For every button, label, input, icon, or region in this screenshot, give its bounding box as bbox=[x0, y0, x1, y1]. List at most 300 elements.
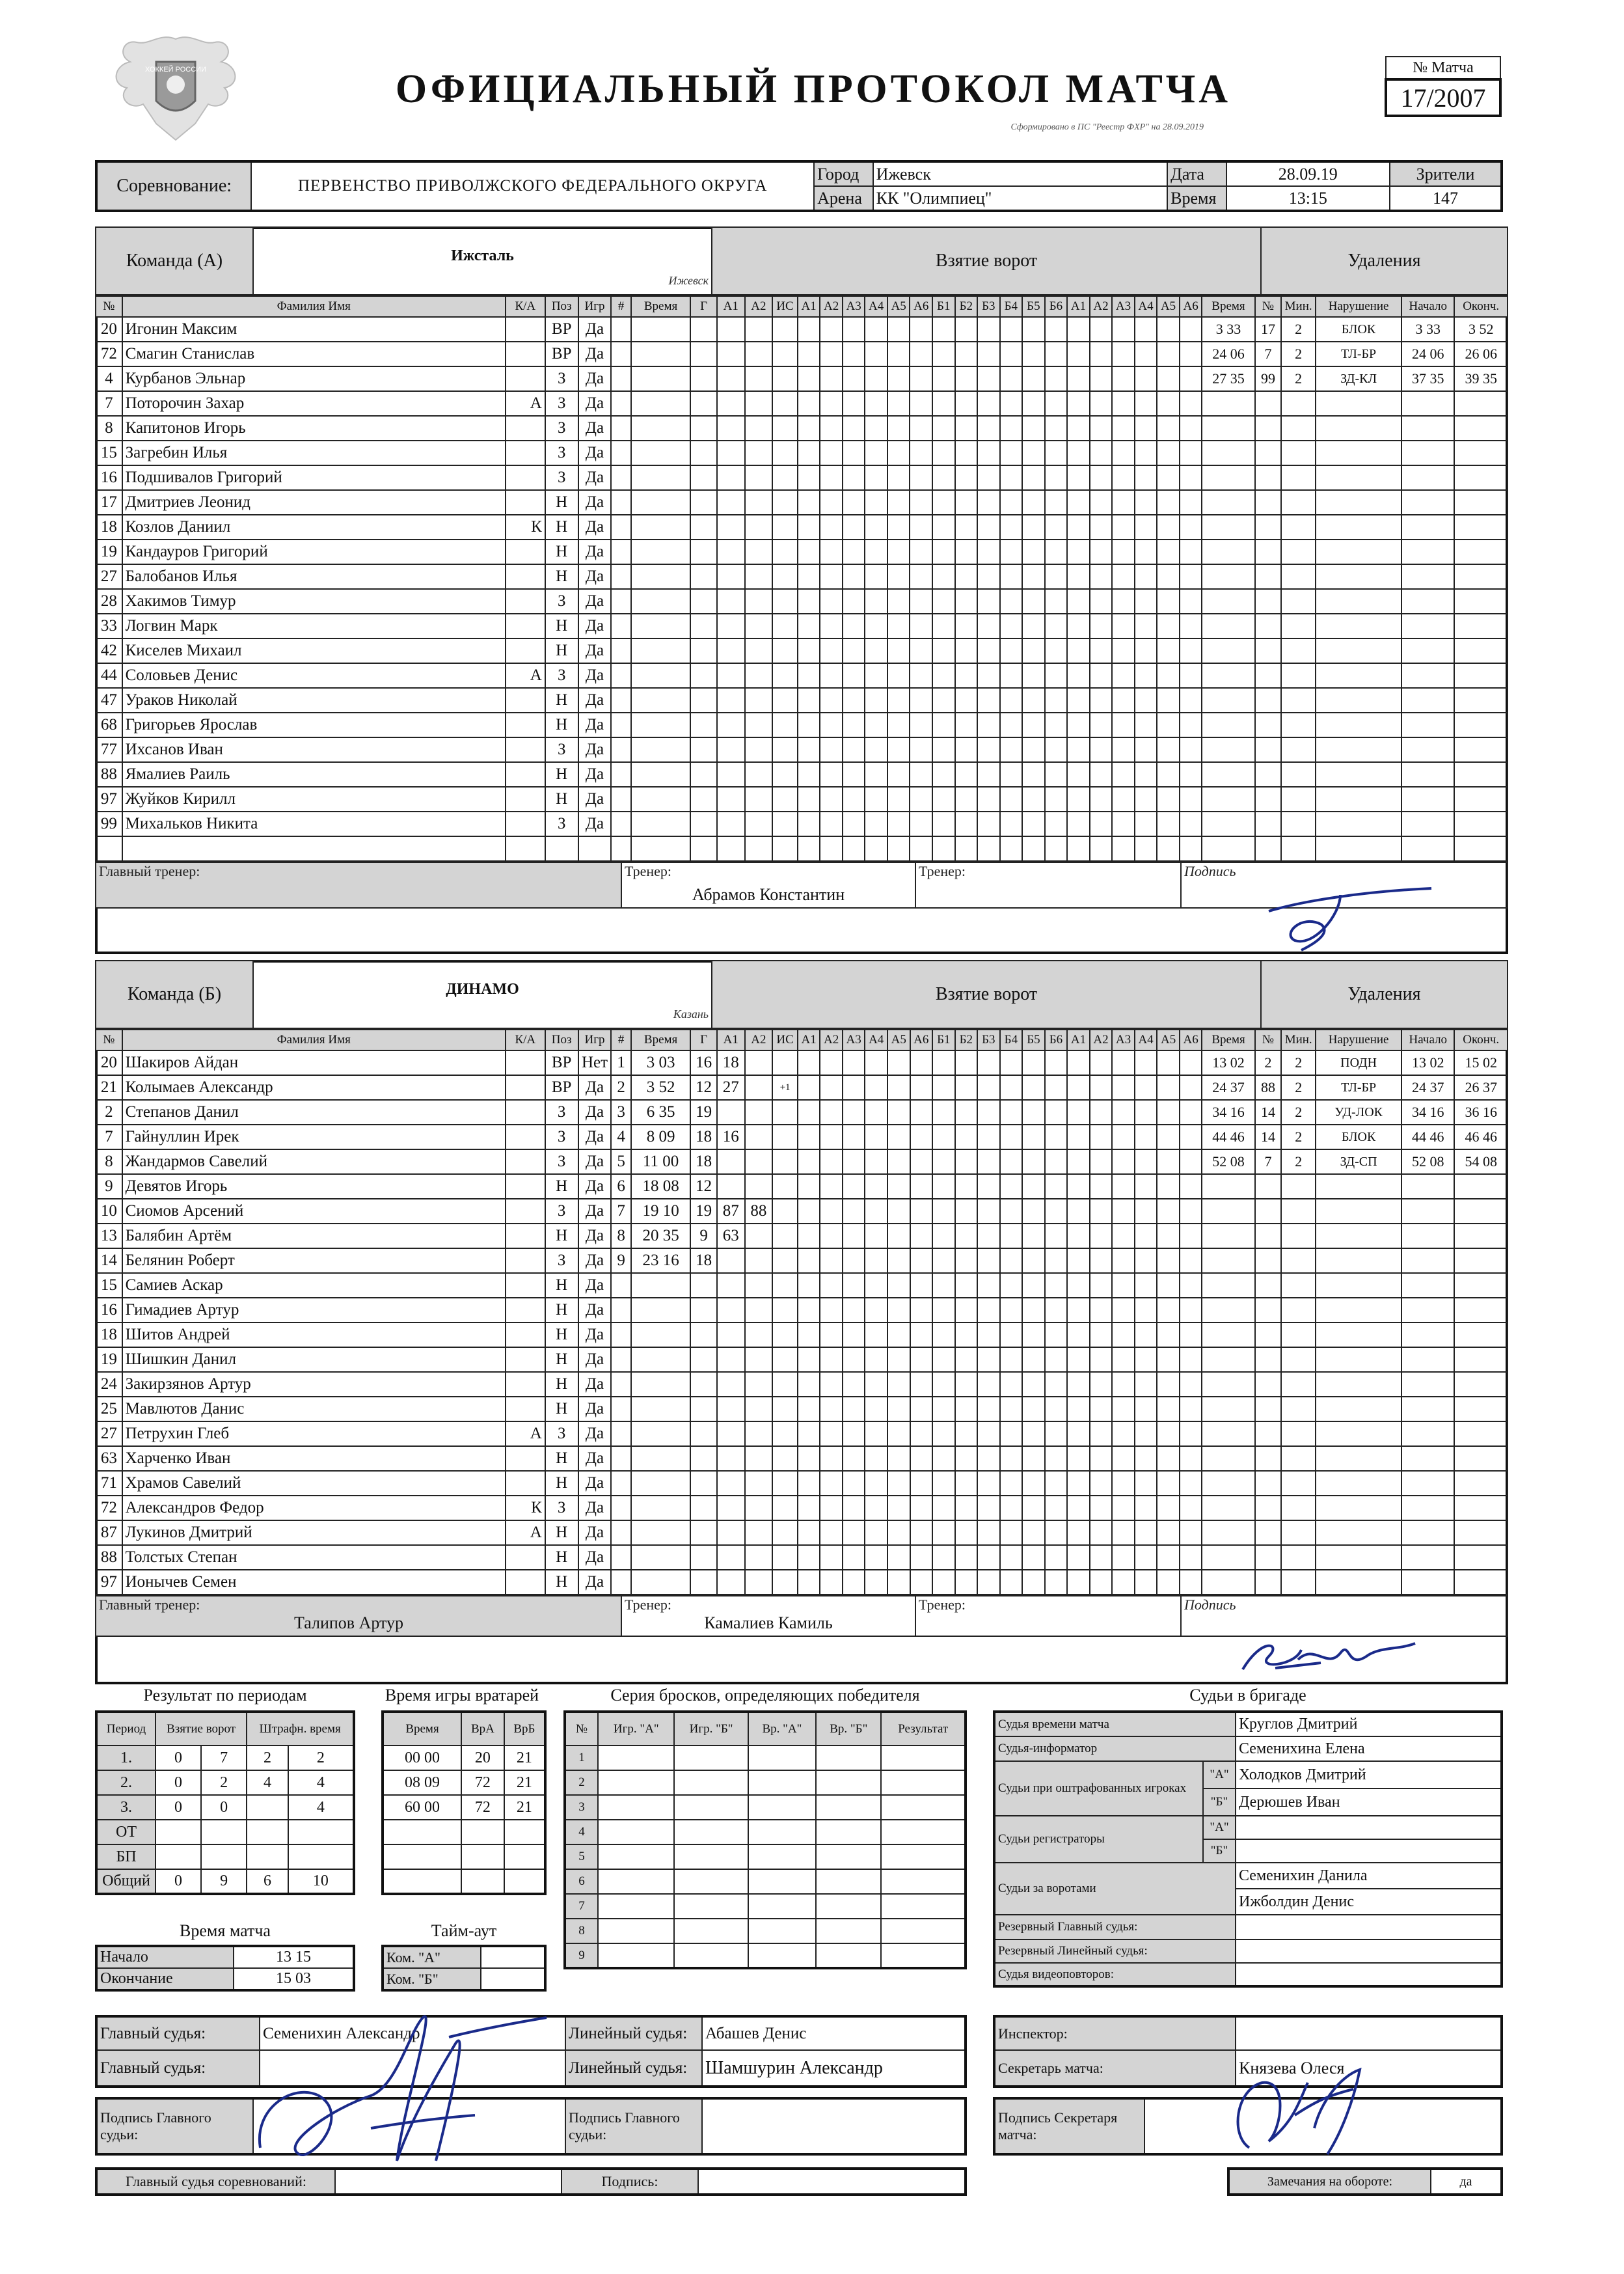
shootout-cell bbox=[748, 1869, 816, 1894]
goalie-value: 00 00 bbox=[383, 1746, 461, 1770]
goal-cell bbox=[690, 465, 717, 490]
team-b-player-row bbox=[96, 1397, 1508, 1421]
onice-cell bbox=[932, 391, 955, 416]
player-name: Дмитриев Леонид bbox=[122, 490, 506, 515]
onice-cell bbox=[955, 441, 978, 465]
onice-cell bbox=[977, 317, 1000, 342]
onice-cell bbox=[1022, 1545, 1045, 1570]
onice-cell bbox=[1090, 1545, 1113, 1570]
goal-cell bbox=[631, 1421, 690, 1446]
penalty-cell bbox=[1401, 1248, 1454, 1273]
player-number: 28 bbox=[96, 589, 122, 614]
onice-cell bbox=[1090, 1397, 1113, 1421]
penalty-cell bbox=[1202, 1174, 1254, 1199]
penalty-cell bbox=[1454, 1174, 1508, 1199]
goalie-row bbox=[383, 1820, 545, 1844]
onice-cell bbox=[1045, 1125, 1068, 1149]
shootout-number: 1 bbox=[565, 1746, 598, 1770]
player-ka bbox=[506, 366, 545, 391]
onice-cell bbox=[1157, 416, 1180, 441]
goal-cell bbox=[745, 441, 773, 465]
onice-cell bbox=[910, 1273, 933, 1298]
player-played: Да bbox=[578, 762, 612, 787]
onice-cell bbox=[843, 737, 865, 762]
onice-cell bbox=[1135, 1496, 1157, 1520]
onice-cell bbox=[1067, 515, 1090, 540]
penalty-cell bbox=[1316, 416, 1401, 441]
penalty-cell bbox=[1454, 1520, 1508, 1545]
onice-cell bbox=[1180, 391, 1202, 416]
onice-cell bbox=[887, 441, 910, 465]
goal-cell bbox=[690, 1471, 717, 1496]
penalty-cell: 26 37 bbox=[1454, 1075, 1508, 1100]
informer: Семенихина Елена bbox=[1236, 1736, 1502, 1761]
team-b-player-row bbox=[96, 1174, 1508, 1199]
onice-cell bbox=[1045, 1050, 1068, 1075]
player-pos: З bbox=[545, 441, 578, 465]
goal-cell bbox=[772, 1446, 798, 1471]
onice-cell bbox=[1157, 1248, 1180, 1273]
onice-cell bbox=[932, 1125, 955, 1149]
onice-cell bbox=[955, 1421, 978, 1446]
onice-cell bbox=[910, 1520, 933, 1545]
onice-cell bbox=[820, 614, 843, 638]
onice-cell bbox=[843, 441, 865, 465]
shootout-col-2: Игр. "Б" bbox=[674, 1712, 748, 1746]
shootout-col-1: Игр. "А" bbox=[598, 1712, 674, 1746]
onice-cell bbox=[820, 688, 843, 713]
onice-cell bbox=[1000, 441, 1023, 465]
period-value: 7 bbox=[201, 1746, 247, 1770]
player-name: Закирзянов Артур bbox=[122, 1372, 506, 1397]
goal-cell bbox=[772, 441, 798, 465]
shootout-cell bbox=[748, 1820, 816, 1844]
onice-cell bbox=[1112, 465, 1135, 490]
player-pos: Н bbox=[545, 638, 578, 663]
penalty-cell bbox=[1281, 1199, 1316, 1224]
shootout-cell bbox=[674, 1746, 748, 1770]
goal-cell bbox=[745, 762, 773, 787]
player-played: Да bbox=[578, 787, 612, 812]
onice-cell bbox=[887, 1372, 910, 1397]
penalty-cell bbox=[1255, 1174, 1282, 1199]
onice-cell bbox=[932, 713, 955, 737]
team-a-goal-col-2: Г bbox=[690, 296, 717, 317]
shootout-cell bbox=[881, 1919, 966, 1943]
goal-cell bbox=[717, 1421, 745, 1446]
goal-cell bbox=[772, 663, 798, 688]
goal-cell bbox=[772, 1322, 798, 1347]
onice-cell bbox=[1180, 713, 1202, 737]
onice-cell bbox=[1090, 1520, 1113, 1545]
goal-cell bbox=[717, 1174, 745, 1199]
goal-cell bbox=[611, 564, 630, 589]
player-played: Да bbox=[578, 1075, 612, 1100]
shootout-cell bbox=[816, 1894, 881, 1919]
onice-cell bbox=[1112, 1298, 1135, 1322]
penalty-cell bbox=[1316, 1347, 1401, 1372]
onice-cell bbox=[1180, 663, 1202, 688]
goal-cell bbox=[611, 737, 630, 762]
penalty-cell bbox=[1316, 1174, 1401, 1199]
timeout-title: Тайм-аут bbox=[431, 1921, 497, 1940]
onice-cell bbox=[865, 1322, 887, 1347]
period-value: 0 bbox=[156, 1746, 201, 1770]
penalty-cell bbox=[1401, 1273, 1454, 1298]
player-name: Григорьев Ярослав bbox=[122, 713, 506, 737]
sign-label: Подпись: bbox=[562, 2169, 698, 2195]
goalie-row bbox=[383, 1869, 545, 1894]
player-played: Да bbox=[578, 317, 612, 342]
onice-cell bbox=[1090, 1075, 1113, 1100]
onice-cell bbox=[1045, 1421, 1068, 1446]
player-pos: З bbox=[545, 1248, 578, 1273]
player-number: 7 bbox=[96, 1125, 122, 1149]
team-b-pen-col-2: Мин. bbox=[1281, 1030, 1316, 1050]
shootout-cell bbox=[881, 1869, 966, 1894]
penalty-cell bbox=[1202, 836, 1254, 861]
onice-cell bbox=[1180, 787, 1202, 812]
shootout-cell bbox=[748, 1795, 816, 1820]
onice-cell bbox=[1090, 1050, 1113, 1075]
onice-cell bbox=[843, 366, 865, 391]
onice-cell bbox=[1157, 812, 1180, 836]
goal-cell bbox=[745, 836, 773, 861]
shootout-cell bbox=[816, 1795, 881, 1820]
penalty-cell bbox=[1316, 589, 1401, 614]
period-value bbox=[288, 1844, 354, 1869]
shootout-cell bbox=[674, 1919, 748, 1943]
period-value: 9 bbox=[201, 1869, 247, 1894]
onice-cell bbox=[1022, 441, 1045, 465]
player-number: 20 bbox=[96, 317, 122, 342]
shootout-number: 2 bbox=[565, 1770, 598, 1795]
onice-cell bbox=[977, 737, 1000, 762]
onice-cell bbox=[1135, 564, 1157, 589]
onice-cell bbox=[1112, 1100, 1135, 1125]
penalty-cell bbox=[1202, 1199, 1254, 1224]
informer-label: Судья-информатор bbox=[994, 1736, 1236, 1761]
goal-cell bbox=[745, 1050, 773, 1075]
penalty-cell bbox=[1316, 713, 1401, 737]
onice-cell bbox=[1157, 1050, 1180, 1075]
penalty-cell bbox=[1401, 1545, 1454, 1570]
shootout-row bbox=[565, 1943, 966, 1968]
penalty-cell bbox=[1316, 1570, 1401, 1595]
onice-cell bbox=[820, 540, 843, 564]
onice-cell bbox=[1157, 366, 1180, 391]
goal-cell bbox=[772, 1496, 798, 1520]
goalies-col-0: Время bbox=[383, 1712, 461, 1746]
onice-cell bbox=[798, 1273, 820, 1298]
onice-cell bbox=[820, 1050, 843, 1075]
onice-cell bbox=[1045, 465, 1068, 490]
goalies-table bbox=[381, 1710, 547, 1895]
onice-cell bbox=[910, 1496, 933, 1520]
player-number: 71 bbox=[96, 1471, 122, 1496]
onice-cell bbox=[1000, 1446, 1023, 1471]
penalty-cell bbox=[1281, 737, 1316, 762]
penalty-cell bbox=[1281, 762, 1316, 787]
onice-cell bbox=[887, 1421, 910, 1446]
goal-cell bbox=[772, 812, 798, 836]
team-a-player-row bbox=[96, 836, 1508, 861]
onice-cell bbox=[1090, 391, 1113, 416]
onice-cell bbox=[977, 812, 1000, 836]
onice-cell bbox=[1135, 1248, 1157, 1273]
team-b-player-row bbox=[96, 1224, 1508, 1248]
onice-cell bbox=[843, 688, 865, 713]
onice-cell bbox=[798, 614, 820, 638]
onice-cell bbox=[887, 1125, 910, 1149]
player-played: Да bbox=[578, 1496, 612, 1520]
shootout-cell bbox=[748, 1770, 816, 1795]
player-played: Да bbox=[578, 1149, 612, 1174]
team-b-sign-label: Подпись bbox=[1181, 1596, 1508, 1636]
onice-cell bbox=[977, 688, 1000, 713]
goal-cell bbox=[772, 1372, 798, 1397]
team-b-goal-col-10: А5 bbox=[887, 1030, 910, 1050]
onice-cell bbox=[932, 1149, 955, 1174]
player-played: Да bbox=[578, 465, 612, 490]
penalty-cell bbox=[1281, 1421, 1316, 1446]
shootout-cell bbox=[881, 1894, 966, 1919]
player-name: Шакиров Айдан bbox=[122, 1050, 506, 1075]
player-number: 72 bbox=[96, 342, 122, 366]
penalty-cell bbox=[1281, 713, 1316, 737]
match-time-table bbox=[95, 1945, 355, 1992]
onice-cell bbox=[1022, 564, 1045, 589]
penalty-cell bbox=[1255, 762, 1282, 787]
player-played: Да bbox=[578, 391, 612, 416]
penalty-cell bbox=[1454, 787, 1508, 812]
onice-cell bbox=[932, 812, 955, 836]
penalty-cell bbox=[1281, 589, 1316, 614]
team-a-coaches bbox=[95, 862, 1508, 909]
onice-cell bbox=[887, 1520, 910, 1545]
player-pos: Н bbox=[545, 1372, 578, 1397]
penalty-cell bbox=[1316, 1471, 1401, 1496]
team-b-goal-col-1: Время bbox=[631, 1030, 690, 1050]
player-name: Гайнуллин Ирек bbox=[122, 1125, 506, 1149]
penalty-cell bbox=[1401, 1397, 1454, 1421]
shootout-cell bbox=[881, 1746, 966, 1770]
onice-cell bbox=[1135, 366, 1157, 391]
player-pos: З bbox=[545, 663, 578, 688]
onice-cell bbox=[1045, 1372, 1068, 1397]
onice-cell bbox=[1067, 1545, 1090, 1570]
shootout-cell bbox=[881, 1844, 966, 1869]
team-b-goal-col-9: А4 bbox=[865, 1030, 887, 1050]
onice-cell bbox=[865, 391, 887, 416]
player-number: 10 bbox=[96, 1199, 122, 1224]
penalty-cell bbox=[1202, 737, 1254, 762]
goal-cell bbox=[611, 391, 630, 416]
team-a-city: Ижевск bbox=[668, 274, 709, 287]
onice-cell bbox=[1000, 1224, 1023, 1248]
onice-cell bbox=[1112, 490, 1135, 515]
onice-cell bbox=[887, 589, 910, 614]
onice-cell bbox=[977, 515, 1000, 540]
onice-cell bbox=[865, 1174, 887, 1199]
goal-cell: 7 bbox=[611, 1199, 630, 1224]
penalty-cell: 7 bbox=[1255, 1149, 1282, 1174]
onice-cell bbox=[843, 589, 865, 614]
onice-cell bbox=[1112, 1224, 1135, 1248]
player-played: Да bbox=[578, 688, 612, 713]
goal-cell bbox=[772, 564, 798, 589]
onice-cell bbox=[1022, 317, 1045, 342]
page-subtitle: Сформировано в ПС "Реестр ФХР" на 28.09.2019 bbox=[1010, 122, 1204, 132]
player-ka bbox=[506, 1199, 545, 1224]
team-b-goal-col-11: А6 bbox=[910, 1030, 933, 1050]
onice-cell bbox=[932, 1075, 955, 1100]
shootout-cell bbox=[674, 1844, 748, 1869]
onice-cell bbox=[1045, 317, 1068, 342]
onice-cell bbox=[1180, 1298, 1202, 1322]
goal-cell bbox=[631, 737, 690, 762]
team-a-goal-col-3: А1 bbox=[717, 296, 745, 317]
onice-cell bbox=[1022, 416, 1045, 441]
onice-cell bbox=[887, 342, 910, 366]
onice-cell bbox=[932, 465, 955, 490]
penalty-cell bbox=[1316, 1224, 1401, 1248]
onice-cell bbox=[910, 1075, 933, 1100]
onice-cell bbox=[910, 1322, 933, 1347]
player-name: Курбанов Эльнар bbox=[122, 366, 506, 391]
onice-cell bbox=[910, 564, 932, 589]
onice-cell bbox=[1157, 1520, 1180, 1545]
goalie-value: 20 bbox=[461, 1746, 504, 1770]
onice-cell bbox=[820, 762, 843, 787]
penalty-cell bbox=[1316, 540, 1401, 564]
player-played: Да bbox=[578, 1520, 612, 1545]
penalty-cell bbox=[1281, 812, 1316, 836]
penalty-cell bbox=[1454, 441, 1508, 465]
onice-cell bbox=[910, 1545, 933, 1570]
onice-cell bbox=[843, 416, 865, 441]
onice-cell bbox=[910, 1446, 933, 1471]
onice-cell bbox=[887, 1397, 910, 1421]
player-pos: З bbox=[545, 812, 578, 836]
onice-cell bbox=[955, 1397, 978, 1421]
penalty-cell bbox=[1316, 465, 1401, 490]
player-name: Шитов Андрей bbox=[122, 1322, 506, 1347]
player-number: 24 bbox=[96, 1372, 122, 1397]
goal-cell bbox=[690, 1397, 717, 1421]
goal-cell bbox=[772, 1199, 798, 1224]
onice-cell bbox=[1022, 1421, 1045, 1446]
team-b-goal-col-18: А1 bbox=[1067, 1030, 1090, 1050]
penalty-cell bbox=[1401, 688, 1454, 713]
onice-cell bbox=[932, 762, 955, 787]
onice-cell bbox=[820, 713, 843, 737]
team-a-goal-col-17: Б6 bbox=[1045, 296, 1068, 317]
onice-cell bbox=[1157, 515, 1180, 540]
penalty-cell bbox=[1281, 1347, 1316, 1372]
onice-cell bbox=[1067, 1125, 1090, 1149]
penalty-cell bbox=[1202, 663, 1254, 688]
player-played: Да bbox=[578, 589, 612, 614]
player-played: Да bbox=[578, 342, 612, 366]
penalty-cell bbox=[1316, 441, 1401, 465]
period-value: 0 bbox=[156, 1795, 201, 1820]
onice-cell bbox=[1067, 1446, 1090, 1471]
team-a-player-row bbox=[96, 366, 1508, 391]
penalty-cell: 13 02 bbox=[1401, 1050, 1454, 1075]
onice-cell bbox=[1112, 1446, 1135, 1471]
shootout-cell bbox=[748, 1943, 816, 1968]
player-name: Хакимов Тимур bbox=[122, 589, 506, 614]
goal-cell: 8 bbox=[611, 1224, 630, 1248]
penalty-cell bbox=[1454, 1347, 1508, 1372]
onice-cell bbox=[1067, 564, 1090, 589]
period-value: 0 bbox=[156, 1869, 201, 1894]
player-name: Шишкин Данил bbox=[122, 1347, 506, 1372]
goal-cell bbox=[745, 737, 773, 762]
onice-cell bbox=[1135, 1570, 1157, 1595]
shootout-cell bbox=[674, 1820, 748, 1844]
onice-cell bbox=[955, 366, 978, 391]
period-value bbox=[247, 1795, 288, 1820]
onice-cell bbox=[1067, 1520, 1090, 1545]
penalty-officials-label: Судьи при оштрафованных игроках bbox=[994, 1761, 1203, 1816]
onice-cell bbox=[887, 540, 910, 564]
shootout-cell bbox=[748, 1844, 816, 1869]
goal-cell bbox=[611, 515, 630, 540]
team-b-player-row bbox=[96, 1520, 1508, 1545]
goal-cell bbox=[717, 1397, 745, 1421]
onice-cell bbox=[1090, 1199, 1113, 1224]
goal-cell bbox=[690, 638, 717, 663]
penalty-cell bbox=[1454, 1446, 1508, 1471]
player-name: Харченко Иван bbox=[122, 1446, 506, 1471]
onice-cell bbox=[820, 465, 843, 490]
goal-cell bbox=[690, 1298, 717, 1322]
player-ka: А bbox=[506, 1520, 545, 1545]
goal-cell bbox=[717, 663, 745, 688]
goal-cell bbox=[690, 1496, 717, 1520]
onice-cell bbox=[887, 1322, 910, 1347]
onice-cell bbox=[1022, 663, 1045, 688]
onice-cell bbox=[1022, 1149, 1045, 1174]
team-a-goal-col-18: А1 bbox=[1067, 296, 1090, 317]
penalty-cell bbox=[1401, 1298, 1454, 1322]
onice-cell bbox=[1045, 490, 1068, 515]
penalty-cell bbox=[1454, 1372, 1508, 1397]
player-name bbox=[122, 836, 506, 861]
onice-cell bbox=[910, 1248, 933, 1273]
player-ka bbox=[506, 1372, 545, 1397]
goal-cell bbox=[745, 1446, 773, 1471]
team-a-player-row bbox=[96, 787, 1508, 812]
penalty-cell bbox=[1401, 1174, 1454, 1199]
onice-cell bbox=[977, 836, 1000, 861]
onice-cell bbox=[1135, 1149, 1157, 1174]
penalty-cell bbox=[1281, 564, 1316, 589]
goal-cell bbox=[772, 1520, 798, 1545]
onice-cell bbox=[910, 836, 932, 861]
onice-cell bbox=[955, 812, 978, 836]
onice-cell bbox=[1135, 1421, 1157, 1446]
onice-cell bbox=[843, 1224, 865, 1248]
player-name: Гимадиев Артур bbox=[122, 1298, 506, 1322]
comp-head-table bbox=[95, 2167, 967, 2196]
onice-cell bbox=[1000, 1248, 1023, 1273]
goal-cell bbox=[611, 1372, 630, 1397]
goal-cell bbox=[631, 589, 690, 614]
team-b-coach2-label: Тренер: bbox=[915, 1596, 1181, 1636]
